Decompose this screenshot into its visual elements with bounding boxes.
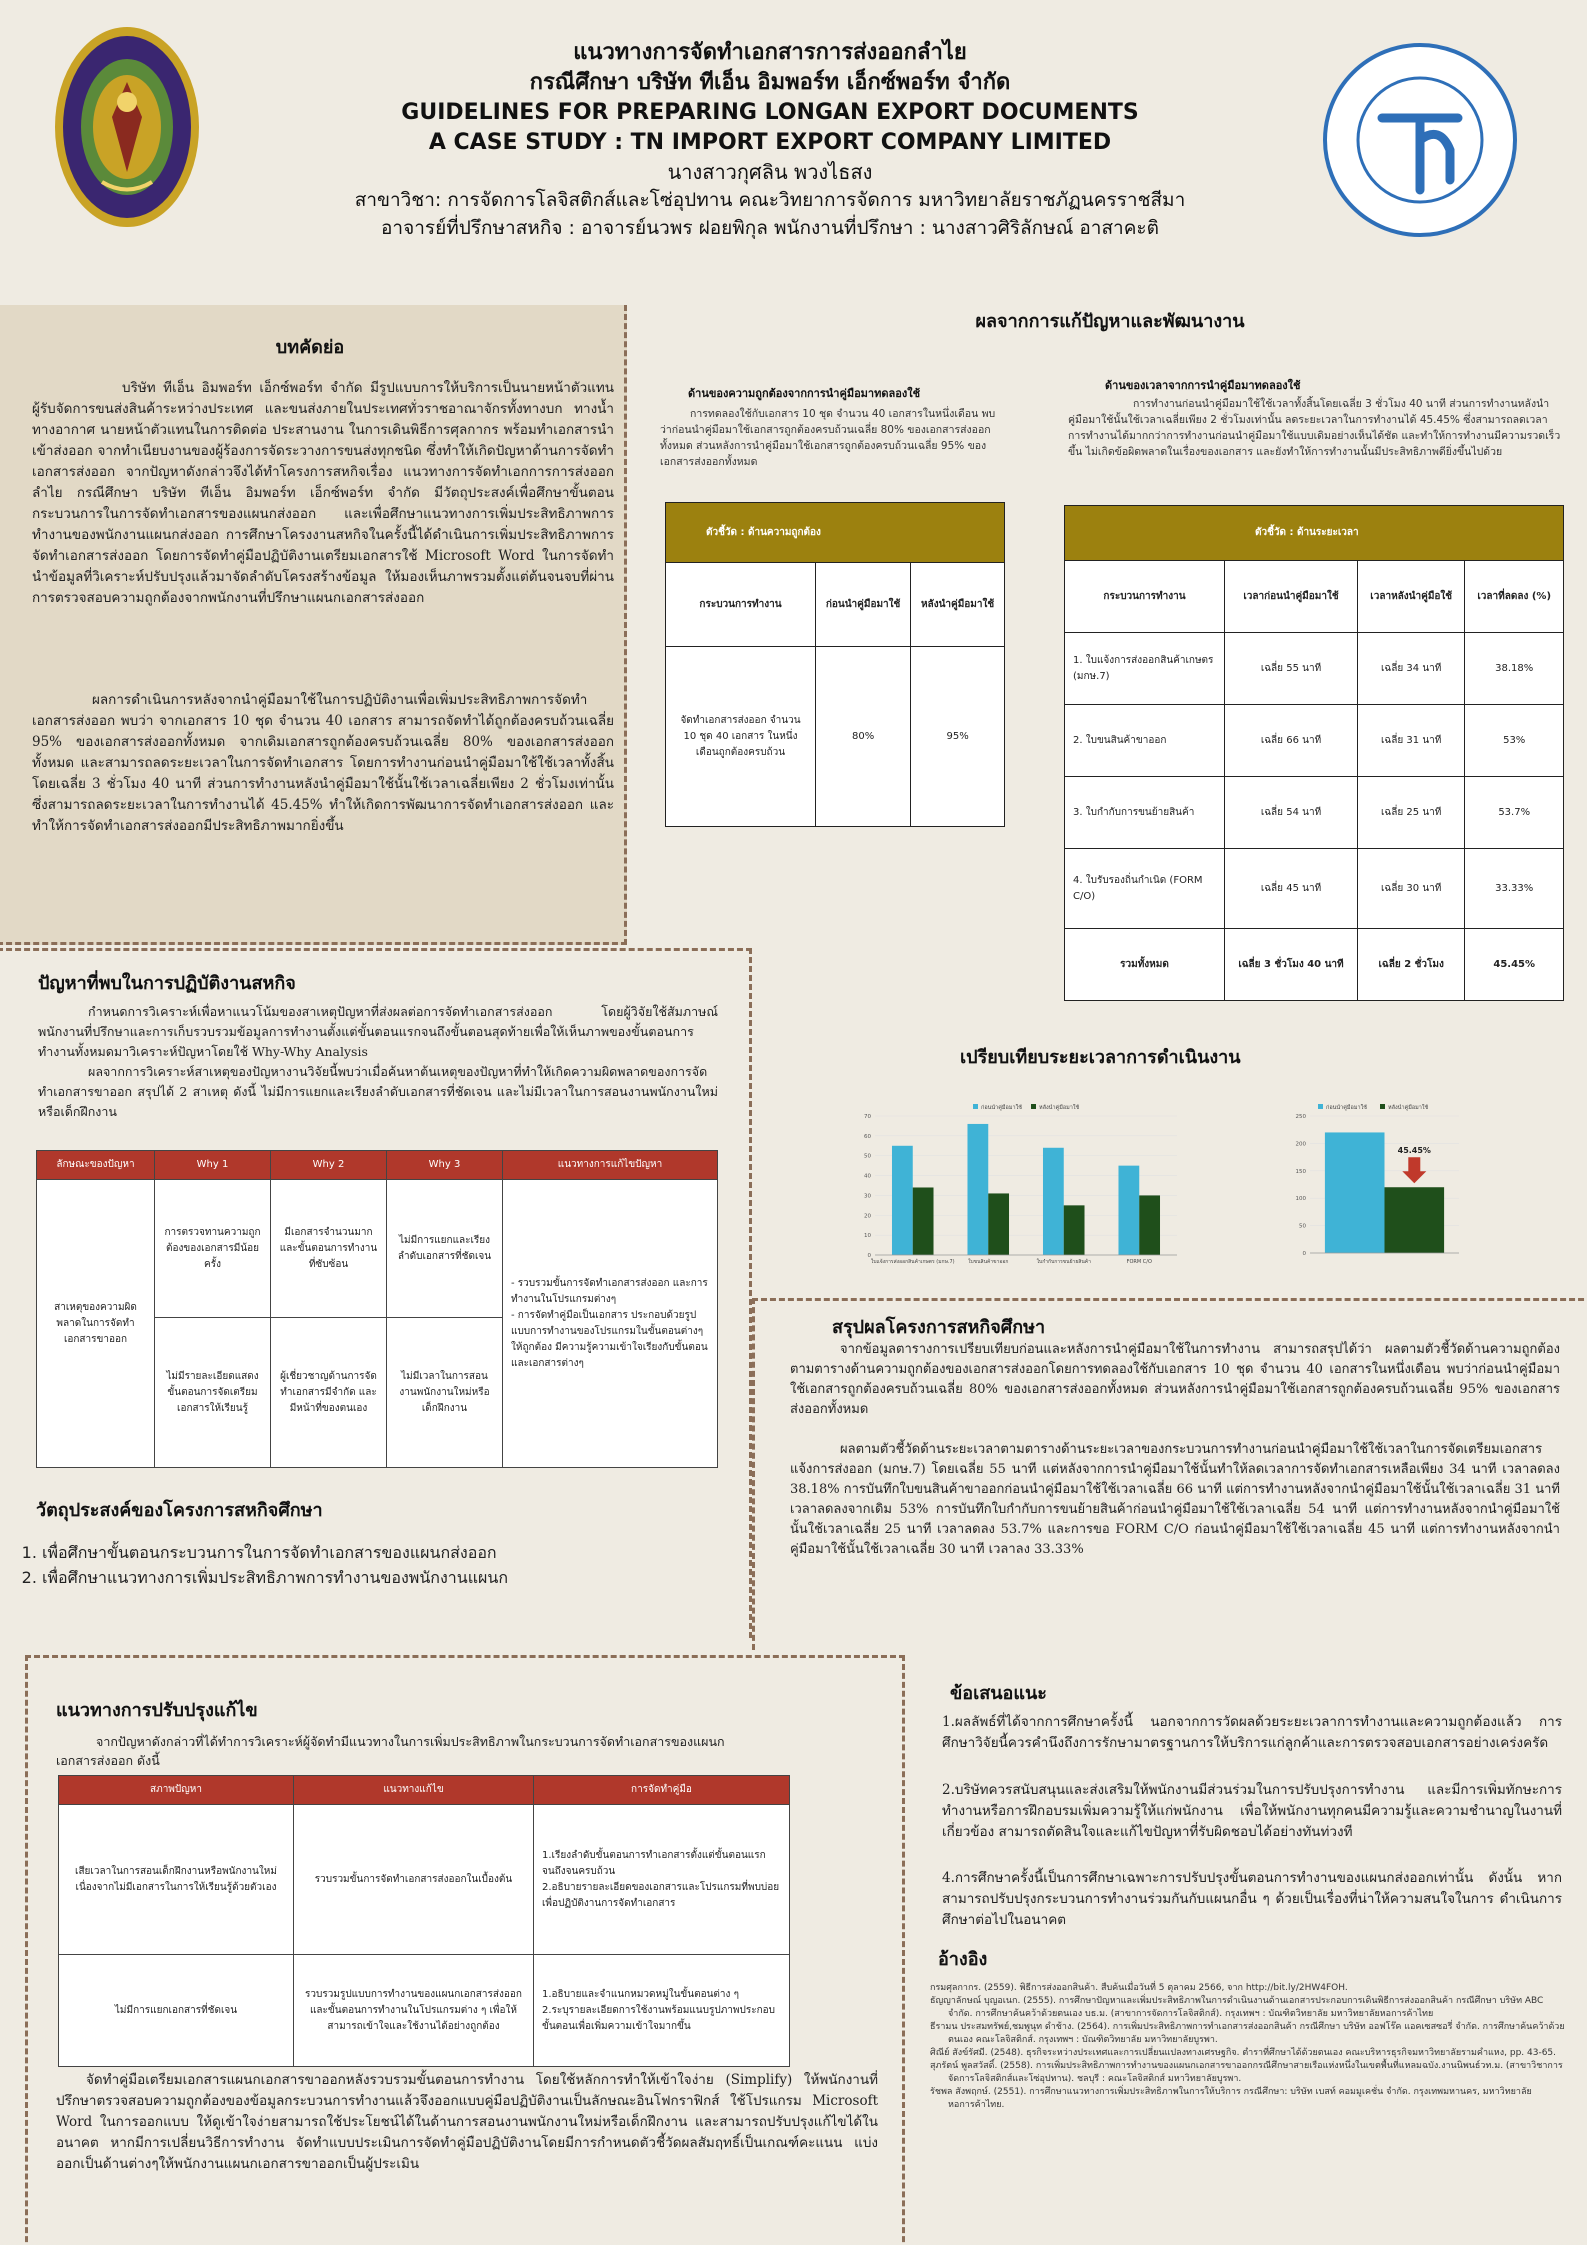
comparison-heading: เปรียบเทียบระยะเวลาการดำเนินงาน bbox=[960, 1047, 1241, 1068]
conclusion-paragraph-2: ผลตามตัวชี้วัดด้านระยะเวลาตามตารางด้านระยะเวลาของกระบวนการทำงานก่อนนำคู่มือมาใช้ใช้เวลาในการจัดเตรียมเอกสารแจ้งการส่งออก (มกษ.7) โดยเฉลี่ย 55 นาที แต่หลังจากการนำคู่มือมาใช้นั้นทำให้ลดเวลาการจัดทำเอกสารเหลือเพียง 34 นาที เวลาลดลง 38.18% การบันทึกใบขนสินค้าขาออกก่อนนำคู่มือมาใช้ใช้เวลาเฉลี่ย 66 นาที แต่การทำงานหลังจากนำคู่มือมาใช้นั้นใช้เวลาเฉลี่ย 31 นาที เวลาลดลงจากเดิม 53% การบันทึกใบกำกับการขนย้ายสินค้าก่อนนำคู่มือมาใช้ใช้เวลาเฉลี่ย 54 นาที แต่การทำงานหลังจากนำคู่มือมาใช้นั้นใช้เวลาเฉลี่ย 25 นาที เวลาลดลง 53.7% และการขอ FORM C/O ก่อนนำคู่มือมาใช้ใช้เวลาเฉลี่ย 45 นาที แต่การทำงานหลังจากนำคู่มือมาใช้นั้นใช้เวลาเฉลี่ย 30 นาที เวลาลง 33.33% bbox=[790, 1442, 1560, 1557]
time-subheading: ด้านของเวลาจากการนำคู่มือมาทดลองใช้ bbox=[1105, 379, 1301, 392]
bar bbox=[892, 1146, 913, 1255]
time-cell: 53% bbox=[1465, 705, 1564, 777]
accuracy-header: กระบวนการทำงาน bbox=[666, 563, 816, 647]
total-chart-container bbox=[1290, 1098, 1465, 1263]
bar bbox=[913, 1187, 934, 1255]
accuracy-table bbox=[665, 502, 1005, 827]
improve-header: การจัดทำคู่มือ bbox=[534, 1776, 790, 1805]
why-cell: ไม่มีการแยกและเรียงลำดับเอกสารที่ชัดเจน bbox=[387, 1180, 503, 1318]
accuracy-cell: จัดทำเอกสารส่งออก จำนวน 10 ชุด 40 เอกสาร ในหนึ่งเดือนถูกต้องครบถ้วน bbox=[666, 647, 816, 827]
why-cell: ไม่มีรายละเอียดแสดงขั้นตอนการจัดเตรียมเอกสารให้เรียนรู้ bbox=[155, 1318, 271, 1468]
accuracy-subheading: ด้านของความถูกต้องจากการนำคู่มือมาทดลองใช้ bbox=[688, 387, 921, 400]
problems-paragraph-2: ผลจากการวิเคราะห์สาเหตุของปัญหางานวิจัยนี้พบว่าเมื่อค้นหาต้นเหตุของปัญหาที่ทำให้เกิดความผิดพลาดของการจัดทำเอกสารขาออก สรุปได้ 2 สาเหตุ ดังนี้ ไม่มีการแยกและเรียงลำดับเอกสารที่ชัดเจน และไม่มีเวลาในการสอนงานพนักงานใหม่หรือเด็กฝึกงาน bbox=[38, 1064, 718, 1119]
y-tick-label: 60 bbox=[864, 1133, 871, 1140]
improvements-outro: จัดทำคู่มือเตรียมเอกสารแผนกเอกสารขาออกหลังรวบรวมขั้นตอนการทำงาน โดยใช้หลักการทำให้เข้าใจง่าย (Simplify) ให้พนักงานที่ปรึกษาตรวจสอบความถูกต้องของข้อมูลกระบวนการทำงานแล้วจึงออกแบบคู่มือปฏิบัติงานเป็นลักษณะอินโฟกราฟิกส์ ใช้โปรแกรม Microsoft Word ในการออกแบบ ให้ดูเข้าใจง่ายสามารถใช้ประโยชน์ได้ในด้านการสอนงานพนักงานใหม่หรือเด็กฝึกงาน และสามารถปรับปรุงแก้ไขได้ในอนาคต หากมีการเปลี่ยนวิธีการทำงาน จัดทำแบบประเมินการจัดทำคู่มือปฏิบัติงานโดยมีการกำหนดตัวชี้วัดผลสัมฤทธิ์เป็นเกณฑ์คะแนน แบ่งออกเป็นด้านต่างๆให้พนักงานแผนกเอกสารขาออกเป็นผู้ประเมิน bbox=[56, 2072, 878, 2172]
improve-header: สภาพปัญหา bbox=[59, 1776, 294, 1805]
legend-label: หลังนำคู่มือมาใช้ bbox=[1039, 1105, 1080, 1111]
improvements-heading: แนวทางการปรับปรุงแก้ไข bbox=[56, 1700, 258, 1721]
y-tick-label: 150 bbox=[1295, 1168, 1306, 1175]
percent-annotation: 45.45% bbox=[1397, 1146, 1431, 1156]
improvements-intro: จากปัญหาดังกล่าวที่ได้ทำการวิเคราะห์ผู้จัดทำมีแนวทางในการเพิ่มประสิทธิภาพในกระบวนการจัดทำเอกสารของแผนกเอกสารส่งออก ดังนี้ bbox=[56, 1734, 725, 1768]
x-tick-label: ใบแจ้งการส่งออกสินค้าเกษตร (มกษ.7) bbox=[870, 1259, 955, 1265]
time-total-cell: เฉลี่ย 2 ชั่วโมง bbox=[1357, 929, 1464, 1001]
legend-label: หลังนำคู่มือมาใช้ bbox=[1388, 1105, 1429, 1111]
company-logo bbox=[1320, 40, 1520, 240]
poster-title-en: GUIDELINES FOR PREPARING LONGAN EXPORT DOCUMENTS bbox=[401, 100, 1139, 125]
why-problem-cell: สาเหตุของความผิดพลาดในการจัดทำเอกสารขาออก bbox=[37, 1180, 155, 1468]
down-arrow-icon bbox=[1402, 1157, 1426, 1183]
y-tick-label: 0 bbox=[1302, 1251, 1306, 1257]
time-total-cell: เฉลี่ย 3 ชั่วโมง 40 นาที bbox=[1225, 929, 1358, 1001]
time-cell: เฉลี่ย 31 นาที bbox=[1357, 705, 1464, 777]
reference-item: กรมศุลกากร. (2559). พิธีการส่งออกสินค้า. สืบค้นเมื่อวันที่ 5 ตุลาคม 2566, จาก http://bit.ly/2HW4FOH. bbox=[930, 1983, 1348, 1993]
bar bbox=[1385, 1187, 1445, 1253]
why-header-1: Why 1 bbox=[155, 1151, 271, 1180]
accuracy-text: การทดลองใช้กับเอกสาร 10 ชุด จำนวน 40 เอกสารในหนึ่งเดือน พบว่าก่อนนำคู่มือมาใช้เอกสารถูกต้องครบถ้วนเฉลี่ย 80% ของเอกสารส่งออกทั้งหมด ส่วนหลังการนำคู่มือมาใช้เอกสารถูกต้องครบถ้วนเฉลี่ย 95% ของเอกสารส่งออกทั้งหมด bbox=[660, 408, 996, 468]
why-cell: มีเอกสารจำนวนมาก และขั้นตอนการทำงานที่ซับซ้อน bbox=[271, 1180, 387, 1318]
problems-paragraph-1: กำหนดการวิเคราะห์เพื่อหาแนวโน้มของสาเหตุปัญหาที่ส่งผลต่อการจัดทำเอกสารส่งออก โดยผู้วิจัยใช้สัมภาษณ์พนักงานที่ปรึกษาและการเก็บรวบรวมข้อมูลการทำงานตั้งแต่ขั้นตอนแรกจนถึงขั้นตอนสุดท้ายเพื่อให้เห็นภาพของขั้นตอนการทำงานทั้งหมดมาวิเคราะห์ปัญหาโดยใช้ Why-Why Analysis bbox=[38, 1004, 718, 1059]
time-cell: 38.18% bbox=[1465, 633, 1564, 705]
objective-item: 1. เพื่อศึกษาขั้นตอนกระบวนการในการจัดทำเอกสารของแผนกส่งออก bbox=[42, 1540, 720, 1565]
improve-cell: รวบรวมรูปแบบการทำงานของแผนกเอกสารส่งออก และขั้นตอนการทำงานในโปรแกรมต่าง ๆ เพื่อให้สามารถเข้าใจและใช้งานได้อย่างถูกต้อง bbox=[294, 1955, 534, 2067]
suggestion-2: 2.บริษัทควรสนับสนุนและส่งเสริมให้พนักงานมีส่วนร่วมในการปรับปรุงการทำงาน และมีการเพิ่มทักษะการทำงานหรือการฝึกอบรมเพิ่มความรู้ให้แก่พนักงาน เพื่อให้พนักงานทุกคนมีความรู้และความชำนาญในงานที่เกี่ยวข้อง สามารถตัดสินใจและแก้ไขปัญหาที่รับผิดชอบได้อย่างทันท่วงที bbox=[942, 1782, 1562, 1840]
time-cell: 3. ใบกำกับการขนย้ายสินค้า bbox=[1065, 777, 1225, 849]
program: สาขาวิชา: การจัดการโลจิสติกส์และโซ่อุปทาน คณะวิทยาการจัดการ มหาวิทยาลัยราชภัฏนครราชสีมา bbox=[354, 189, 1186, 211]
time-total-cell: 45.45% bbox=[1465, 929, 1564, 1001]
y-tick-label: 50 bbox=[864, 1153, 871, 1160]
advisors: อาจารย์ที่ปรึกษาสหกิจ : อาจารย์นวพร ฝอยพิกุล พนักงานที่ปรึกษา : นางสาวศิริลักษณ์ อาสาคะติ bbox=[381, 217, 1159, 239]
reference-item: ศิณีย์ สังข์รัศมี. (2548). ธุรกิจระหว่างประเทศและการเปลี่ยนแปลงทางเศรษฐกิจ. ตำราที่ศึกษาได้ด้วยตนเอง คณะบริหารธุรกิจมหาวิทยาลัยรามคำแหง, pp. 43-65. bbox=[930, 2048, 1557, 2058]
improve-cell: 1.อธิบายและจำแนกหมวดหมู่ในขั้นตอนต่าง ๆ 2.ระบุรายละเอียดการใช้งานพร้อมแนบรูปภาพประกอบขั้นตอนเพื่อเพิ่มความเข้าใจมากขึ้น bbox=[534, 1955, 790, 2067]
time-cell: เฉลี่ย 66 นาที bbox=[1225, 705, 1358, 777]
improve-cell: เสียเวลาในการสอนเด็กฝึกงานหรือพนักงานใหม่ เนื่องจากไม่มีเอกสารในการให้เรียนรู้ด้วยตัวเอง bbox=[59, 1805, 294, 1955]
suggestion-3: 4.การศึกษาครั้งนี้เป็นการศึกษาเฉพาะการปรับปรุงขั้นตอนการทำงานของแผนกส่งออกเท่านั้น ดังนั้น หากสามารถปรับปรุงกระบวนการทำงานร่วมกันกับแผนกอื่น ๆ ด้วยเป็นเรื่องที่น่าให้ความสนใจในการ ดำเนินการศึกษาต่อไปในอนาคต bbox=[942, 1870, 1562, 1928]
objective-item: 2. เพื่อศึกษาแนวทางการเพิ่มประสิทธิภาพการทำงานของพนักงานแผนก bbox=[42, 1565, 720, 1590]
time-cell: เฉลี่ย 34 นาที bbox=[1357, 633, 1464, 705]
legend-label: ก่อนนำคู่มือมาใช้ bbox=[1326, 1105, 1367, 1111]
bar bbox=[1118, 1166, 1139, 1255]
suggestions-heading: ข้อเสนอแนะ bbox=[950, 1683, 1047, 1704]
bar bbox=[1139, 1195, 1160, 1255]
why-cell: ไม่มีเวลาในการสอนงานพนักงานใหม่หรือเด็กฝึกงาน bbox=[387, 1318, 503, 1468]
legend-swatch bbox=[1318, 1104, 1323, 1109]
abstract-paragraph-1: บริษัท ทีเอ็น อิมพอร์ท เอ็กซ์พอร์ท จำกัด มีรูปแบบการให้บริการเป็นนายหน้าตัวแทนผู้รับจัดการขนส่งสินค้าระหว่างประเทศ และขนส่งภายในประเทศทั่วราชอาณาจักรทั้งทางบก ทางน้ำ ทางอากาศ นายหน้าตัวแทนในการติดต่อ ประสานงาน ในการเดินพิธีการศุลกากร พร้อมทำเอกสารนำเข้าส่งออก จากทำเนียบงานของผู้ร้องการจัดระวางการขนส่งทุกชนิด ซึ่งทำให้เกิดปัญหาด้านการจัดทำเอกสารส่งออก จากปัญหาดังกล่าวจึงได้ทำโครงการสหกิจเรื่อง แนวทางการจัดทำเอกการการส่งออกลำไย กรณีศึกษา บริษัท ทีเอ็น อิมพอร์ท เอ็กซ์พอร์ท จำกัด มีวัตถุประสงค์เพื่อศึกษาขั้นตอนกระบวนการในการจัดทำเอกสารของแผนกส่งออก และเพื่อศึกษาแนวทางการเพิ่มประสิทธิภาพการทำงานของพนักงานแผนกส่งออก การศึกษาโครงงานสหกิจในครั้งนี้ได้ดำเนินการเพิ่มประสิทธิภาพการจัดทำเอกสารส่งออก โดยการจัดทำคู่มือปฏิบัติงานเตรียมเอกสารใช้ Microsoft Word ในการจัดทำ นำข้อมูลที่วิเคราะห์ปรับปรุงแล้วมาจัดลำดับโครงสร้างข้อมูล ให้มองเห็นภาพรวมตั้งแต่ต้นจนจบที่ผ่านการตรวจสอบความถูกต้องจากพนักงานที่ปรึกษาแผนกเอกสารส่งออก bbox=[32, 380, 614, 606]
abstract-paragraph-2: ผลการดำเนินการหลังจากนำคู่มือมาใช้ในการปฏิบัติงานเพื่อเพิ่มประสิทธิภาพการจัดทำเอกสารส่งออก พบว่า จากเอกสาร 10 ชุด จำนวน 40 เอกสาร สามารถจัดทำได้ถูกต้องครบถ้วนเฉลี่ย 95% ของเอกสารส่งออกทั้งหมด จากเดิมเอกสารถูกต้องครบถ้วนเฉลี่ย 80% ของเอกสารส่งออกทั้งหมด และสามารถลดระยะเวลาในการจัดทำเอกสาร โดยการทำงานก่อนนำคู่มือมาใช้ใช้เวลาทั้งสิ้นโดยเฉลี่ย 3 ชั่วโมง 40 นาที ส่วนการทำงานหลังนำคู่มือมาใช้นั้นใช้เวลาเฉลี่ยเพียง 2 ชั่วโมงเท่านั้น ซึ่งสามารถลดระยะเวลาในการทำงานได้ 45.45% ทำให้เกิดการพัฒนาการจัดทำเอกสารส่งออก และทำให้การจัดทำเอกสารส่งออกมีประสิทธิภาพมากยิ่งขึ้น bbox=[32, 692, 614, 834]
time-text: การทำงานก่อนนำคู่มือมาใช้ใช้เวลาทั้งสิ้นโดยเฉลี่ย 3 ชั่วโมง 40 นาที ส่วนการทำงานหลังนำคู่มือมาใช้นั้นใช้เวลาเฉลี่ยเพียง 2 ชั่วโมงเท่านั้น ลดระยะเวลาในการทำงานได้ 45.45% ซึ่งสามารถลดเวลาการทำงานได้มากกว่าการทำงานก่อนนำคู่มือมาใช้แบบเดิมอย่างเห็นได้ชัด และทำให้การทำงานมีความรวดเร็วขึ้น ไม่เกิดข้อผิดพลาดในเรื่องของเอกสาร และยังทำให้การทำงานนั้นมีประสิทธิภาพดียิ่งขึ้นไปด้วย bbox=[1068, 398, 1561, 458]
bar bbox=[967, 1124, 988, 1255]
conclusion-heading: สรุปผลโครงการสหกิจศึกษา bbox=[832, 1317, 1046, 1338]
y-tick-label: 30 bbox=[864, 1193, 871, 1200]
bar bbox=[1064, 1205, 1085, 1255]
why-header-2: Why 2 bbox=[271, 1151, 387, 1180]
reference-item: ธัญญาลักษณ์ บุญอเนก. (2555). การศึกษาปัญหาและเพิ่มประสิทธิภาพในการดำเนินงานด้านเอกสารประกอบการเดินพิธีการส่งออกสินค้า กรณีศึกษา บริษัท ABC จำกัด. การศึกษาค้นคว้าด้วยตนเอง บธ.ม. (สาขาการจัดการโลจิสติกส์). กรุงเทพฯ : บัณฑิตวิทยาลัย มหาวิทยาลัยหอการค้าไทย bbox=[930, 1996, 1544, 2019]
time-cell: เฉลี่ย 45 นาที bbox=[1225, 849, 1358, 929]
bar bbox=[1325, 1132, 1385, 1253]
objectives-heading: วัตถุประสงค์ของโครงการสหกิจศึกษา bbox=[36, 1500, 323, 1521]
poster-title-th: แนวทางการจัดทำเอกสารการส่งออกลำไย bbox=[573, 40, 967, 65]
bar bbox=[988, 1193, 1009, 1255]
y-tick-label: 40 bbox=[864, 1173, 871, 1180]
time-cell: เฉลี่ย 55 นาที bbox=[1225, 633, 1358, 705]
university-seal bbox=[52, 22, 202, 232]
reference-item: ธีรามน ประสมทรัพย์,ชมพูนุท ดำช้าง. (2564). การเพิ่มประสิทธิภาพการทำเอกสารส่งออกสินค้า กรณีศึกษา บริษัท ออฟโร๊ค แอคเซสซอรี่ จำกัด. การศึกษาค้นคว้าด้วยตนเอง คณะโลจิสติกส์. กรุงเทพฯ : บัณฑิตวิทยาลัย มหาวิทยาลัยบูรพา. bbox=[930, 2022, 1565, 2045]
reference-item: สุภรัตน์ พูลสวัสดิ์. (2558). การเพิ่มประสิทธิภาพการทำงานของแผนกเอกสารขาออกกรณีศึกษาสายเรือแห่งหนึ่งในเขตพื้นที่แหลมฉบัง.งานนิพนธ์วท.ม. (สาขาวิชาการจัดการโลจิสติกส์และโซ่อุปทาน). ชลบุรี : คณะโลจิสติกส์ มหาวิทยาลัยบูรพา. bbox=[930, 2061, 1563, 2084]
legend-swatch bbox=[1031, 1104, 1036, 1109]
time-cell: 2. ใบขนสินค้าขาออก bbox=[1065, 705, 1225, 777]
accuracy-cell: 80% bbox=[816, 647, 911, 827]
results-heading: ผลจากการแก้ปัญหาและพัฒนางาน bbox=[975, 311, 1245, 332]
reference-item: รัชพล สังพฤกษ์. (2551). การศึกษาแนวทางการเพิ่มประสิทธิภาพในการให้บริการ กรณีศึกษา: บริษัท เบสท์ คอมมูเคชั่น จำกัด. กรุงเทพมหานคร, มหาวิทยาลัยหอการค้าไทย. bbox=[930, 2087, 1532, 2110]
time-header: เวลาก่อนนำคู่มือมาใช้ bbox=[1225, 561, 1358, 633]
y-tick-label: 20 bbox=[864, 1213, 871, 1220]
bar-chart bbox=[853, 1098, 1183, 1273]
time-cell: เฉลี่ย 25 นาที bbox=[1357, 777, 1464, 849]
time-cell: เฉลี่ย 54 นาที bbox=[1225, 777, 1358, 849]
conclusion-paragraph-1: จากข้อมูลตารางการเปรียบเทียบก่อนและหลังการนำคู่มือมาใช้ในการทำงาน สามารถสรุปได้ว่า ผลตามตัวชี้วัดด้านความถูกต้องตามตารางด้านความถูกต้องของเอกสารส่งออกโดยการทดลองใช้กับเอกสาร 10 ชุด จำนวน 40 เอกสารในหนึ่งเดือน พบว่าก่อนนำคู่มือมาใช้เอกสารถูกต้องครบถ้วนเฉลี่ย 80% ของเอกสารส่งออกทั้งหมด ส่วนหลังการนำคู่มือมาใช้เอกสารถูกต้องครบถ้วนเฉลี่ย 95% ของเอกสารส่งออกทั้งหมด bbox=[790, 1342, 1560, 1417]
improve-cell: รวบรวมขั้นการจัดทำเอกสารส่งออกในเบื้องต้น bbox=[294, 1805, 534, 1955]
total-bar-chart bbox=[1290, 1098, 1465, 1263]
poster-case-th: กรณีศึกษา บริษัท ทีเอ็น อิมพอร์ท เอ็กซ์พอร์ท จำกัด bbox=[529, 70, 1011, 95]
time-cell: 1. ใบแจ้งการส่งออกสินค้าเกษตร (มกษ.7) bbox=[1065, 633, 1225, 705]
y-tick-label: 0 bbox=[867, 1253, 871, 1259]
time-header: กระบวนการทำงาน bbox=[1065, 561, 1225, 633]
bar bbox=[1043, 1148, 1064, 1255]
why-header-problem: ลักษณะของปัญหา bbox=[37, 1151, 155, 1180]
time-total-cell: รวมทั้งหมด bbox=[1065, 929, 1225, 1001]
y-tick-label: 70 bbox=[864, 1114, 871, 1120]
y-tick-label: 200 bbox=[1295, 1141, 1306, 1148]
time-header: เวลาที่ลดลง (%) bbox=[1465, 561, 1564, 633]
x-tick-label: ใบกำกับการขนย้ายสินค้า bbox=[1036, 1259, 1091, 1265]
y-tick-label: 100 bbox=[1295, 1196, 1306, 1203]
improve-cell: ไม่มีการแยกเอกสารที่ชัดเจน bbox=[59, 1955, 294, 2067]
y-tick-label: 50 bbox=[1299, 1223, 1306, 1230]
objectives-list bbox=[20, 1540, 720, 1590]
legend-swatch bbox=[973, 1104, 978, 1109]
accuracy-header: ก่อนนำคู่มือมาใช้ bbox=[816, 563, 911, 647]
legend-swatch bbox=[1380, 1104, 1385, 1109]
why-why-table bbox=[36, 1150, 718, 1468]
improvement-table bbox=[58, 1775, 790, 2067]
poster-header bbox=[220, 38, 1320, 242]
time-cell: 33.33% bbox=[1465, 849, 1564, 929]
references-heading: อ้างอิง bbox=[938, 1949, 988, 1970]
problems-heading: ปัญหาที่พบในการปฏิบัติงานสหกิจ bbox=[38, 973, 296, 994]
time-cell: เฉลี่ย 30 นาที bbox=[1357, 849, 1464, 929]
abstract-heading: บทคัดย่อ bbox=[275, 337, 345, 358]
why-header-3: Why 3 bbox=[387, 1151, 503, 1180]
poster-case-en: A CASE STUDY : TN IMPORT EXPORT COMPANY LIMITED bbox=[428, 130, 1112, 155]
legend-label: ก่อนนำคู่มือมาใช้ bbox=[981, 1105, 1022, 1111]
x-tick-label: ใบขนสินค้าขาออก bbox=[968, 1259, 1009, 1265]
time-header: เวลาหลังนำคู่มือใช้ bbox=[1357, 561, 1464, 633]
suggestion-1: 1.ผลลัพธ์ที่ได้จากการศึกษาครั้งนี้ นอกจากการวัดผลด้วยระยะเวลาการทำงานและความถูกต้องแล้ว การศึกษาวิจัยนี้ควรคำนึงถึงการรักษามาตรฐานการให้บริการแก่ลูกค้าและการตรวจสอบเอกสารอย่างเคร่งครัด bbox=[942, 1714, 1562, 1751]
accuracy-table-title: ตัวชี้วัด : ด้านความถูกต้อง bbox=[666, 503, 1005, 563]
why-solution-cell: - รวบรวมขั้นการจัดทำเอกสารส่งออก และการทำงานในโปรแกรมต่างๆ - การจัดทำคู่มือเป็นเอกสาร ประกอบด้วยรูปแบบการทำงานของโปรแกรมในขั้นตอนต่างๆให้ถูกต้อง มีความรู้ความเข้าใจเรียงกับขั้นตอน และเอกสารต่างๆ bbox=[503, 1180, 718, 1468]
time-cell: 4. ใบรับรองถิ่นกำเนิด (FORM C/O) bbox=[1065, 849, 1225, 929]
why-cell: การตรวจทานความถูกต้องของเอกสารมีน้อยครั้ง bbox=[155, 1180, 271, 1318]
author: นางสาวกุศลิน พวงไธสง bbox=[667, 160, 873, 184]
bar-chart-container bbox=[853, 1098, 1183, 1273]
time-table-title: ตัวชี้วัด : ด้านระยะเวลา bbox=[1065, 506, 1564, 561]
references-list bbox=[930, 1982, 1570, 2112]
y-tick-label: 10 bbox=[864, 1233, 871, 1240]
accuracy-header: หลังนำคู่มือมาใช้ bbox=[911, 563, 1005, 647]
accuracy-cell: 95% bbox=[911, 647, 1005, 827]
improve-header: แนวทางแก้ไข bbox=[294, 1776, 534, 1805]
why-header-solution: แนวทางการแก้ไขปัญหา bbox=[503, 1151, 718, 1180]
improve-cell: 1.เรียงลำดับขั้นตอนการทำเอกสารตั้งแต่ขั้นตอนแรกจนถึงจนครบถ้วน 2.อธิบายรายละเอียดของเอกสารและโปรแกรมที่พบบ่อยเพื่อปฏิบัติงานการจัดทำเอกสาร bbox=[534, 1805, 790, 1955]
why-cell: ผู้เชี่ยวชาญด้านการจัดทำเอกสารมีจำกัด และมีหน้าที่ของตนเอง bbox=[271, 1318, 387, 1468]
y-tick-label: 250 bbox=[1295, 1114, 1306, 1120]
time-table bbox=[1064, 505, 1564, 1001]
x-tick-label: FORM C/O bbox=[1126, 1259, 1152, 1265]
time-cell: 53.7% bbox=[1465, 777, 1564, 849]
